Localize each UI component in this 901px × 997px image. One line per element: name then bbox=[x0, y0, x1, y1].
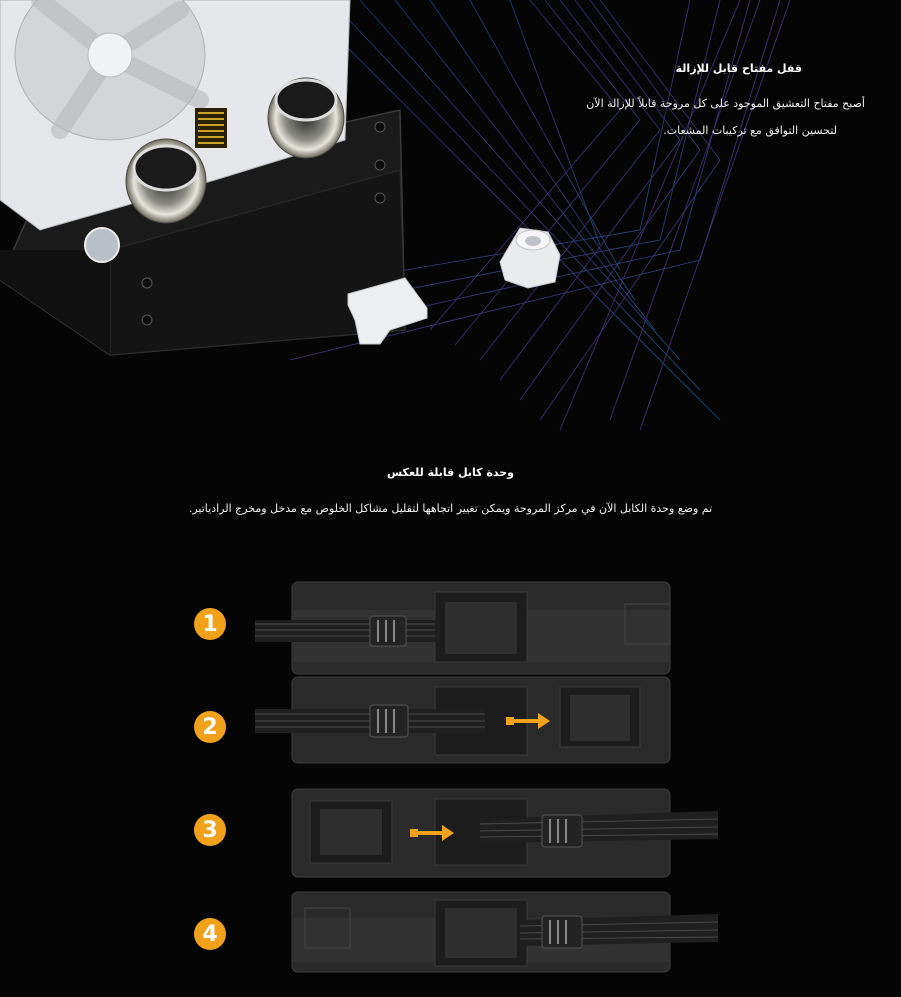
step-badge-1: 1 bbox=[194, 608, 226, 640]
step-badge-3: 3 bbox=[194, 814, 226, 846]
step-3-diagram bbox=[250, 785, 720, 881]
step-4-diagram bbox=[250, 888, 720, 978]
step-2-diagram bbox=[250, 675, 680, 771]
step-badge-2: 2 bbox=[194, 711, 226, 743]
feature-title-removable-key: قفل مفتاح قابل للإزالة bbox=[675, 62, 802, 75]
feature-desc-line-2: لتحسين التوافق مع تركيبات المشعات. bbox=[663, 124, 837, 137]
cable-module-steps bbox=[0, 570, 901, 997]
step-badge-4: 4 bbox=[194, 918, 226, 950]
feature-desc-line-1: أصبح مفتاح التعشيق الموجود على كل مروحة قابلاً للإزالة الآن bbox=[586, 97, 865, 110]
feature-desc-reversible-cable: تم وضع وحدة الكابل الآن في مركز المروحة ويمكن تغيير اتجاهها لتقليل مشاكل الخلوص مع مدخل ومخرج الرادياتير. bbox=[188, 502, 713, 515]
feature-title-reversible-cable: وحدة كابل قابلة للعكس bbox=[387, 466, 514, 479]
step-1-diagram bbox=[250, 580, 680, 676]
